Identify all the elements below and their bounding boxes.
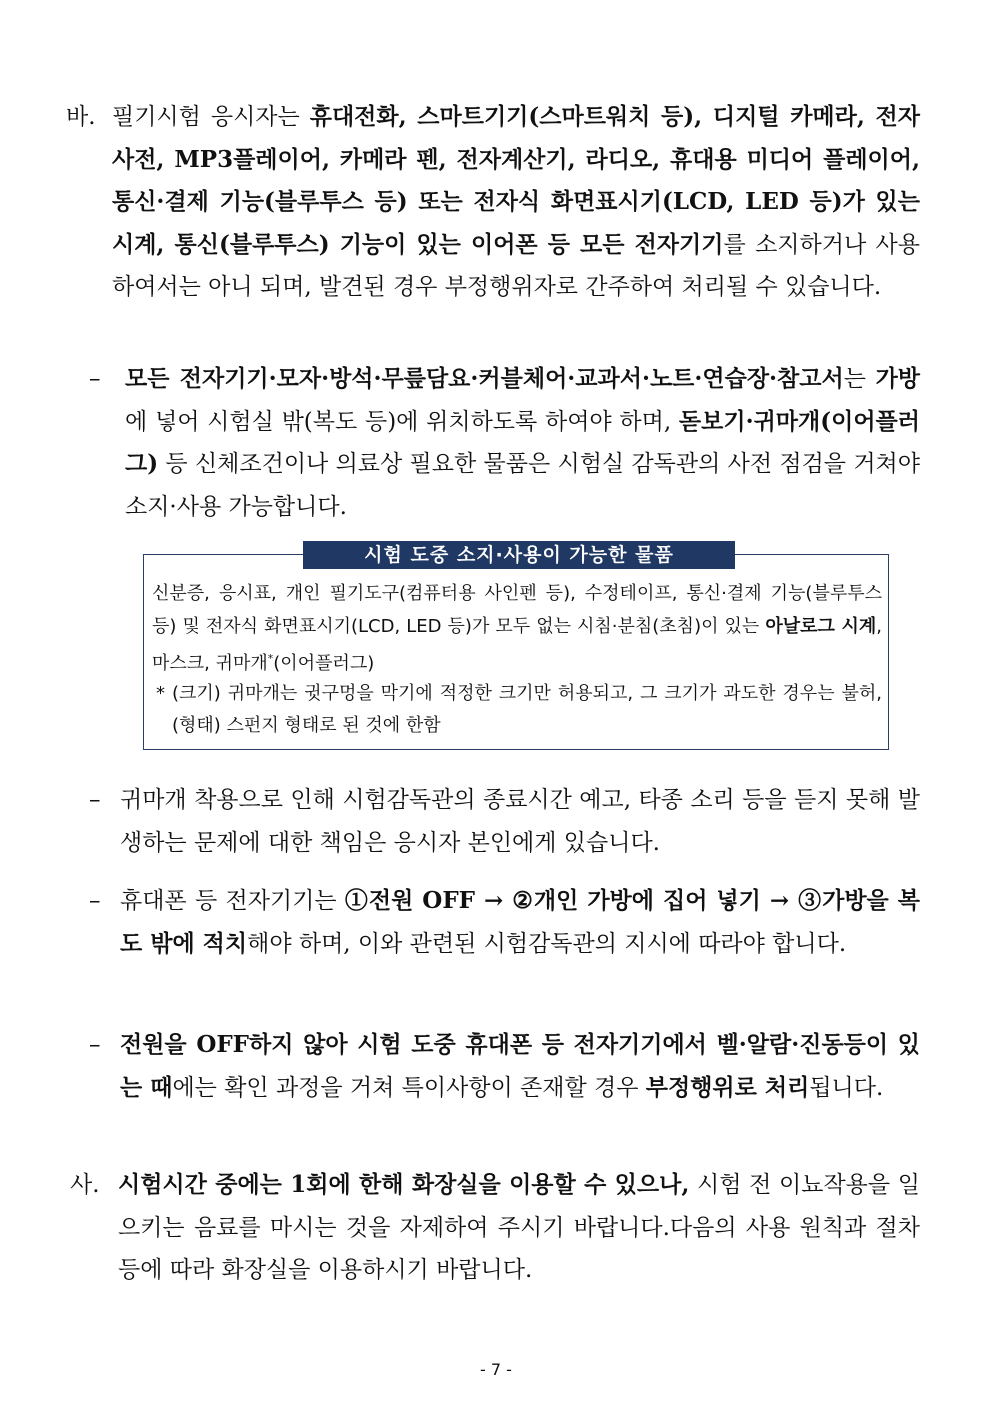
section-ba-text: 필기시험 응시자는 휴대전화, 스마트기기(스마트워치 등), 디지털 카메라, 전자사전, MP3플레이어, 카메라 펜, 전자계산기, 라디오, 휴대용 미디어 플레이어, 통신·결제 기능(블루투스 등) 또는 전자식 화면표시기(LCD, LED 등)가 있는 시계, 통신(블루투스) 기능이 있는 이어폰 등 모든 전자기기를 소지하거나 사용하여서는 아니 되며, 발견된 경우 부정행위자로 간주하여 처리될 수 있습니다.: [112, 103, 920, 300]
dash-item-2: [89, 779, 920, 864]
section-ba: [66, 96, 920, 309]
allowed-items-note: [152, 678, 882, 742]
footnote-ref: *: [267, 652, 274, 665]
section-sa-text: 시험시간 중에는 1회에 한해 화장실을 이용할 수 있으나, 시험 전 이뇨작용을 일으키는 음료를 마시는 것을 자제하여 주시기 바랍니다.다음의 사용 원칙과 절차 등에 따라 화장실을 이용하시기 바랍니다.: [118, 1171, 920, 1283]
dash-item-3-bullet: –: [89, 888, 101, 914]
dash-item-4: [89, 1024, 920, 1109]
dash-item-2-text: 귀마개 착용으로 인해 시험감독관의 종료시간 예고, 타종 소리 등을 듣지 못해 발생하는 문제에 대한 책임은 응시자 본인에게 있습니다.: [120, 787, 920, 856]
dash-item-3: [89, 880, 920, 965]
section-sa: [70, 1164, 920, 1292]
dash-item-1-text: 모든 전자기기·모자·방석·무릎담요·커블체어·교과서·노트·연습장·참고서는 가방에 넣어 시험실 밖(복도 등)에 위치하도록 하여야 하며, 돋보기·귀마개(이어플러그) 등 신체조건이나 의료상 필요한 물품은 시험실 감독관의 사전 점검을 거쳐야 소지·사용 가능합니다.: [125, 365, 921, 520]
section-ba-label: 바.: [66, 104, 96, 130]
section-sa-label: 사.: [70, 1172, 100, 1198]
dash-item-1: [89, 358, 921, 528]
allowed-items-title: 시험 도중 소지·사용이 가능한 물품: [303, 541, 735, 569]
allowed-items-text: 신분증, 응시표, 개인 필기도구(컴퓨터용 사인펜 등), 수정테이프, 통신·결제 기능(블루투스 등) 및 전자식 화면표시기(LCD, LED 등)가 모두 없는 시침·분침(초침)이 있는 아날로그 시계, 마스크, 귀마개*(이어플러그): [152, 583, 882, 674]
dash-item-3-text: 휴대폰 등 전자기기는 ①전원 OFF → ②개인 가방에 집어 넣기 → ③가방을 복도 밖에 적치해야 하며, 이와 관련된 시험감독관의 지시에 따라야 합니다.: [120, 887, 920, 957]
dash-item-2-bullet: –: [89, 787, 101, 813]
note-asterisk: *: [156, 683, 165, 704]
dash-item-4-bullet: –: [89, 1032, 101, 1058]
page-number: - 7 -: [480, 1360, 512, 1379]
dash-item-1-bullet: –: [89, 366, 101, 392]
note-text: (크기) 귀마개는 귓구멍을 막기에 적정한 크기만 허용되고, 그 크기가 과도한 경우는 불허, (형태) 스펀지 형태로 된 것에 한함: [172, 683, 882, 736]
dash-item-4-text: 전원을 OFF하지 않아 시험 도중 휴대폰 등 전자기기에서 벨·알람·진동등이 있는 때에는 확인 과정을 거쳐 특이사항이 존재할 경우 부정행위로 처리됩니다.: [120, 1031, 920, 1101]
